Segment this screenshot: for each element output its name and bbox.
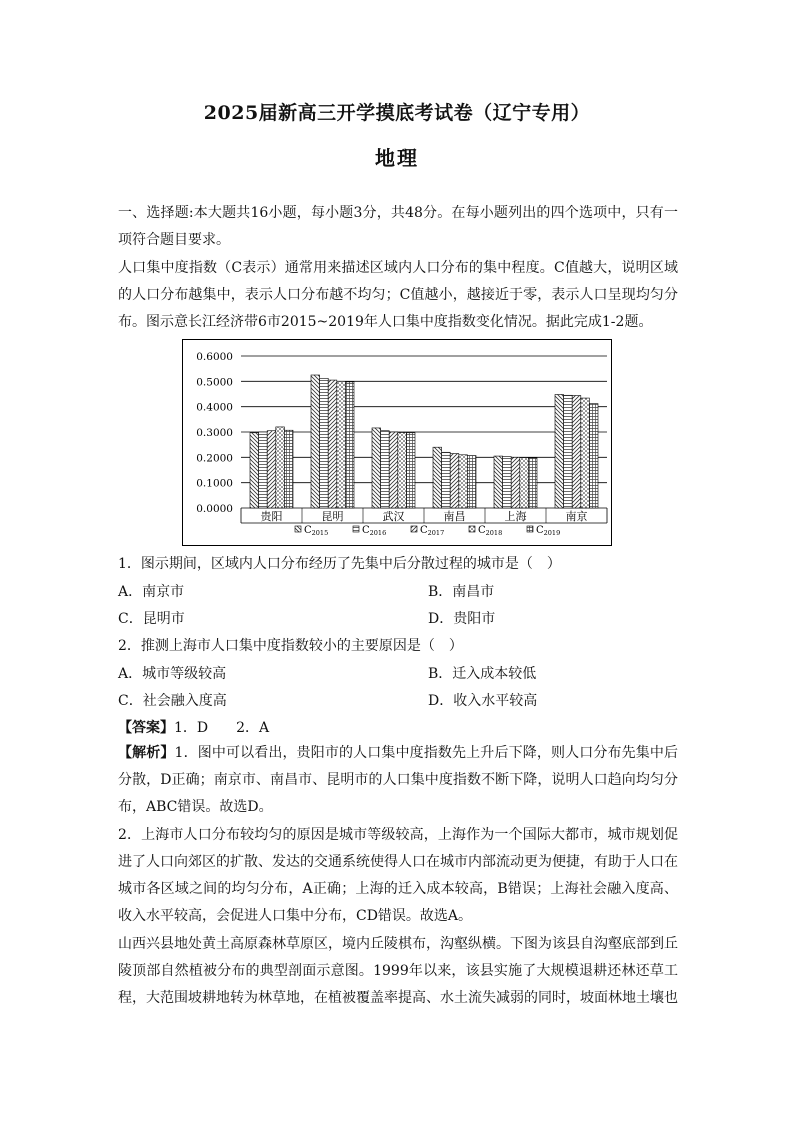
- y-tick-label: 0.2000: [196, 452, 233, 465]
- legend-swatch: [527, 526, 533, 532]
- question-1-stem: 1．图示期间，区域内人口分布经历了先集中后分散过程的城市是（ ）: [118, 556, 561, 572]
- bar-C2017-武汉: [389, 432, 398, 508]
- bar-C2015-上海: [494, 456, 503, 508]
- bar-C2018-上海: [520, 458, 529, 508]
- bar-C2016-南昌: [442, 452, 451, 508]
- passage-2: 山西兴县地处黄土高原森林草原区，境内丘陵棋布，沟壑纵横。下图为该县自沟壑底部到丘陵顶部自然植被分布的典型剖面示意图。1999年以来，该县实施了大规模退耕还林还草工程，大范围坡耕地转为林草地，在植被覆盖率提高、水土流失减弱的同时，坡面林地土壤也: [118, 936, 678, 1006]
- legend-swatch: [295, 526, 301, 532]
- bar-C2018-南京: [581, 398, 590, 508]
- legend-label: $C_{2016}$: [362, 525, 387, 537]
- chart-frame: [182, 339, 612, 546]
- bar-C2015-昆明: [311, 375, 320, 508]
- bar-C2015-南昌: [433, 447, 442, 508]
- answer-line: [118, 717, 269, 737]
- analysis-label: 【解析】: [118, 745, 175, 761]
- bar-C2019-昆明: [345, 382, 354, 508]
- answer-text: 1．D 2．A: [174, 720, 270, 736]
- category-label: 昆明: [321, 510, 344, 523]
- analysis-2: 2．上海市人口分布较均匀的原因是城市等级较高，上海作为一个国际大都市，城市规划促进了人口向郊区的扩散、发达的交通系统使得人口在城市内部流动更为便捷，有助于人口在城市各区域之间的均匀分布，A正确；上海的迁入成本较高，B错误；上海社会融入度高、收入水平较高，会促进人口集中分布，CD错误。故选A。: [118, 827, 678, 924]
- y-tick-label: 0.6000: [196, 351, 233, 363]
- legend-label: $C_{2019}$: [536, 525, 561, 537]
- legend-swatch: [411, 526, 417, 532]
- bar-C2016-贵阳: [259, 432, 268, 508]
- q1-option-b[interactable]: B．南昌市: [428, 584, 495, 600]
- category-label: 贵阳: [260, 510, 283, 523]
- q1-option-a[interactable]: A．南京市: [118, 584, 185, 600]
- bar-C2017-南京: [572, 396, 581, 508]
- passage-1: 人口集中度指数（C表示）通常用来描述区域内人口分布的集中程度。C值越大，说明区域的人口分布越集中，表示人口分布越不均匀；C值越小，越接近于零，表示人口呈现均匀分布。图示意长江经济带6市2015~2019年人口集中度指数变化情况。据此完成1-2题。: [118, 260, 678, 330]
- bar-C2018-南昌: [459, 455, 468, 508]
- bar-chart: [183, 340, 613, 547]
- bar-C2015-武汉: [372, 428, 381, 508]
- bar-C2017-昆明: [328, 380, 337, 508]
- category-label: 南昌: [443, 510, 466, 523]
- bar-C2019-上海: [528, 458, 537, 508]
- analysis-1-text: 1．图中可以看出，贵阳市的人口集中度指数先上升后下降，则人口分布先集中后分散，D正确；南京市、南昌市、昆明市的人口集中度指数不断下降，说明人口趋向均匀分布，ABC错误。故选D。: [118, 745, 679, 815]
- bar-C2018-昆明: [337, 381, 346, 508]
- bar-C2019-贵阳: [284, 430, 293, 508]
- bar-C2019-武汉: [406, 433, 415, 508]
- subject-title: 地理: [375, 146, 419, 170]
- q1-option-c[interactable]: C．昆明市: [118, 611, 185, 627]
- legend-swatch: [469, 526, 475, 532]
- bar-C2015-南京: [555, 395, 564, 508]
- y-tick-label: 0.0000: [196, 503, 233, 515]
- category-label: 武汉: [382, 510, 405, 523]
- category-label: 南京: [565, 510, 588, 523]
- bar-C2016-武汉: [381, 431, 390, 508]
- y-tick-label: 0.5000: [196, 376, 233, 389]
- q1-option-d[interactable]: D．贵阳市: [428, 611, 496, 627]
- y-tick-label: 0.1000: [196, 477, 233, 490]
- legend-swatch: [353, 526, 359, 532]
- bar-C2015-贵阳: [250, 433, 259, 508]
- q2-option-d[interactable]: D．收入水平较高: [428, 693, 538, 709]
- bar-C2016-南京: [564, 395, 573, 508]
- bar-C2018-贵阳: [276, 427, 285, 508]
- bar-C2018-武汉: [398, 433, 407, 508]
- exam-title: 2025届新高三开学摸底考试卷（辽宁专用）: [203, 102, 591, 124]
- q2-option-c[interactable]: C．社会融入度高: [118, 693, 227, 709]
- category-label: 上海: [504, 510, 527, 523]
- q2-option-b[interactable]: B．迁入成本较低: [428, 666, 537, 682]
- bar-C2016-昆明: [320, 378, 329, 508]
- bar-C2019-南昌: [467, 456, 476, 508]
- question-2-stem: 2．推测上海市人口集中度指数较小的主要原因是（ ）: [118, 638, 463, 654]
- bar-C2016-上海: [503, 457, 512, 508]
- bar-C2017-上海: [511, 457, 520, 508]
- answer-label: 【答案】: [118, 720, 174, 736]
- y-tick-label: 0.3000: [196, 427, 233, 439]
- q2-option-a[interactable]: A．城市等级较高: [118, 666, 227, 682]
- legend-label: $C_{2015}$: [304, 525, 329, 537]
- bar-C2019-南京: [589, 404, 598, 508]
- section-intro: 一、选择题:本大题共16小题，每小题3分，共48分。在每小题列出的四个选项中，只有一项符合题目要求。: [118, 205, 678, 248]
- analysis-1: [118, 740, 678, 821]
- y-tick-label: 0.4000: [196, 401, 233, 414]
- legend-label: $C_{2017}$: [420, 525, 445, 537]
- legend-label: $C_{2018}$: [478, 525, 503, 537]
- bar-C2017-南昌: [450, 454, 459, 508]
- bar-C2017-贵阳: [267, 431, 276, 508]
